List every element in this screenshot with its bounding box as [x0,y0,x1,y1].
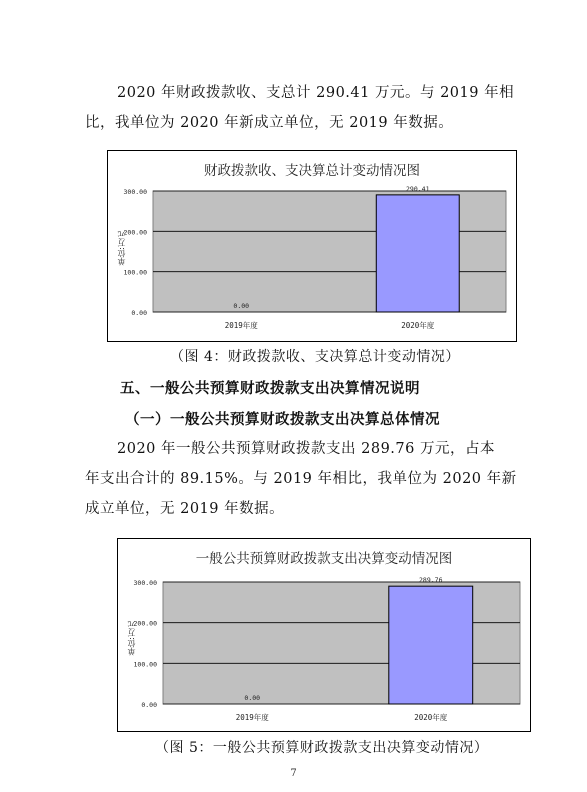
chart-total-revenue-expenditure [107,150,517,342]
data-label: 290.41 [406,184,430,193]
paragraph-line: 成立单位，无 2019 年数据。 [85,501,285,517]
y-axis-label: 单位:万元 [127,621,136,656]
data-label: 0.00 [233,302,250,310]
chart-title: 财政拨款收、支决算总计变动情况图 [204,163,420,179]
paragraph-line: 年支出合计的 89.15%。与 2019 年相比，我单位为 2020 年新 [85,471,517,487]
paragraph-general-budget [85,434,517,524]
y-axis-label: 单位:万元 [117,231,126,266]
y-tick-label: 200.00 [123,228,147,237]
y-tick-label: 300.00 [123,188,147,196]
paragraph-line: 比，我单位为 2020 年新成立单位，无 2019 年数据。 [85,115,454,131]
paragraph-line: 2020 年一般公共预算财政拨款支出 289.76 万元，占本 [117,441,495,457]
x-tick-label: 2019年度 [235,713,269,722]
page-number: 7 [290,768,297,779]
y-tick-label: 0.00 [141,701,157,709]
data-label: 0.00 [244,694,261,702]
y-tick-label: 0.00 [131,309,147,317]
x-tick-label: 2019年度 [224,321,258,330]
bar [376,195,459,312]
section-heading: 五、一般公共预算财政拨款支出决算情况说明 [120,381,420,397]
figure-caption: （图 5：一般公共预算财政拨款支出决算变动情况） [155,740,489,756]
y-tick-label: 300.00 [133,579,157,587]
y-tick-label: 100.00 [133,660,157,669]
chart-svg [108,151,516,341]
paragraph-line: 2020 年财政拨款收、支总计 290.41 万元。与 2019 年相 [117,85,515,101]
chart-title: 一般公共预算财政拨款支出决算变动情况图 [195,551,453,567]
y-tick-label: 100.00 [123,268,147,277]
y-tick-label: 200.00 [133,619,157,628]
chart-svg [118,539,530,731]
paragraph-total [85,78,515,138]
sub-heading: （一）一般公共预算财政拨款支出决算总体情况 [125,412,440,428]
x-tick-label: 2020年度 [401,321,435,330]
figure-caption: （图 4：财政拨款收、支决算总计变动情况） [170,349,460,365]
bar [389,586,473,704]
chart-general-budget-expenditure [117,538,531,732]
x-tick-label: 2020年度 [414,713,448,722]
data-label: 289.76 [419,576,443,585]
